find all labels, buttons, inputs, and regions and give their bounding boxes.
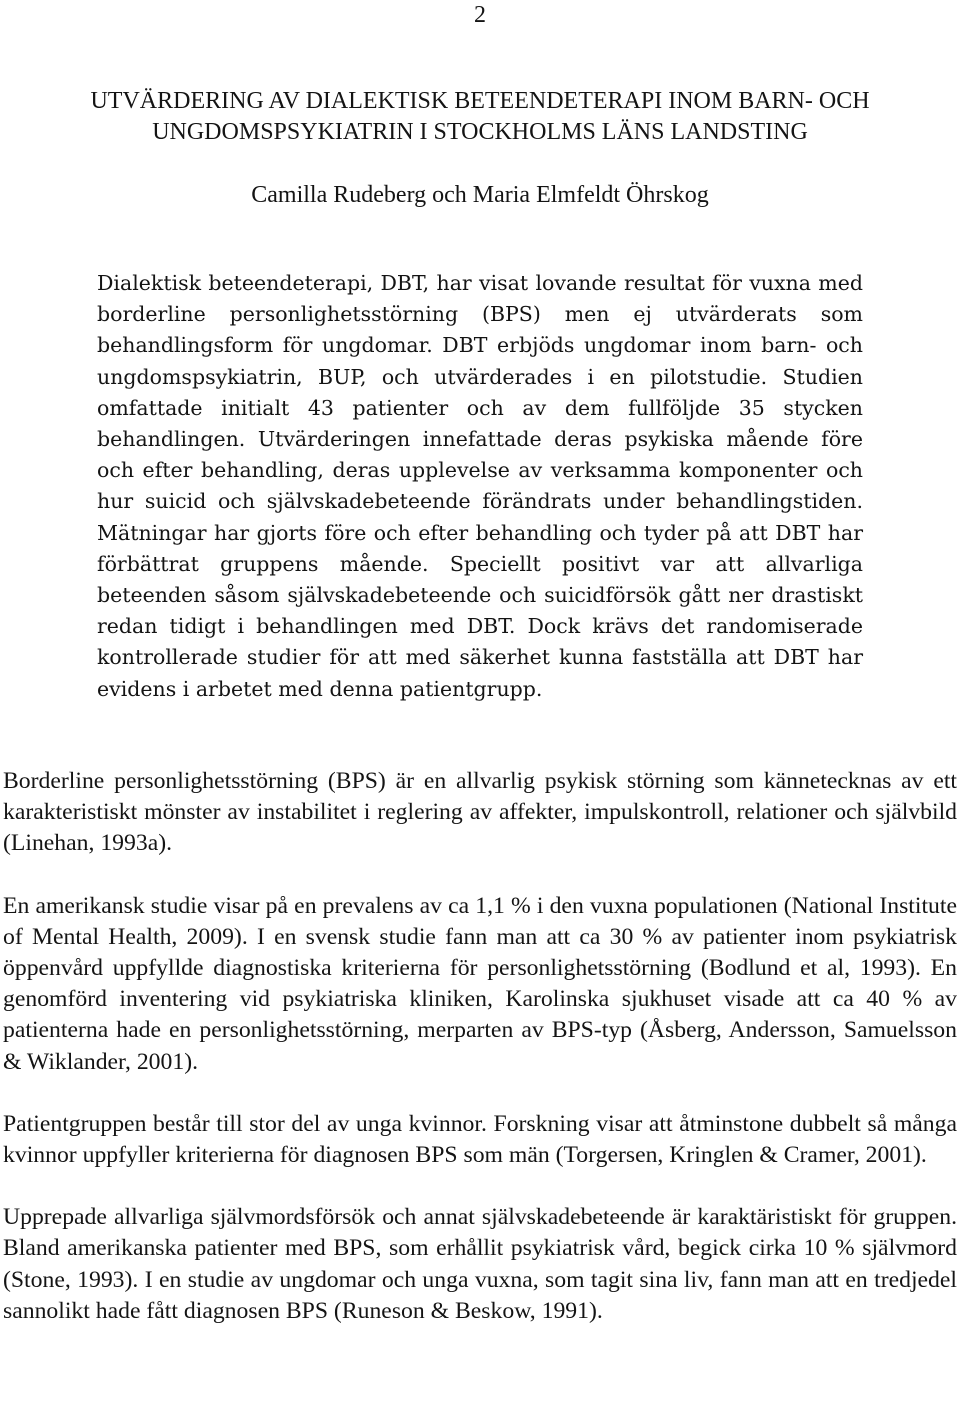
body-text	[3, 766, 957, 1358]
paragraph: Patientgruppen består till stor del av unga kvinnor. Forskning visar att åtminstone dubbelt så många kvinnor uppfyller kriterierna för diagnosen BPS som män (Torgersen, Kringlen & Cramer, 2001).	[3, 1110, 957, 1169]
page-number: 2	[474, 2, 486, 28]
paragraph: Borderline personlighetsstörning (BPS) är en allvarlig psykisk störning som kännetecknas av ett karakteristiskt mönster av instabilitet i reglering av affekter, impulskontroll, relationer och självbild (Linehan, 1993a).	[3, 768, 957, 857]
paragraph: En amerikansk studie visar på en prevalens av ca 1,1 % i den vuxna populationen (National Institute of Mental Health, 2009). I en svensk studie fann man att ca 30 % av patienter inom psykiatrisk öppenvård uppfyllde diagnostiska kriterierna för personlighetsstörning (Bodlund et al, 1993). En genomförd inventering vid psykiatriska kliniken, Karolinska sjukhuset visade att ca 40 % av patienterna hade en personlighetsstörning, merparten av BPS-typ (Åsberg, Andersson, Samuelsson & Wiklander, 2001).	[3, 892, 957, 1075]
document-title-line-2: UNGDOMSPSYKIATRIN I STOCKHOLMS LÄNS LANDSTING	[152, 119, 808, 145]
document-title	[0, 86, 960, 148]
authors: Camilla Rudeberg och Maria Elmfeldt Öhrskog	[251, 182, 709, 208]
document-title-line-1: UTVÄRDERING AV DIALEKTISK BETEENDETERAPI INOM BARN- OCH	[90, 88, 870, 114]
abstract: Dialektisk beteendeterapi, DBT, har visat lovande resultat för vuxna med borderline personlighetsstörning (BPS) men ej utvärderats som behandlingsform för ungdomar. DBT erbjöds ungdomar inom barn- och ungdomspsykiatrin, BUP, och utvärderades i en pilotstudie. Studien omfattade initialt 43 patienter och av dem fullföljde 35 stycken behandlingen. Utvärderingen innefattade deras psykiska mående före och efter behandling, deras upplevelse av verksamma komponenter och hur suicid och självskadebeteende förändrats under behandlingstiden. Mätningar har gjorts före och efter behandling och tyder på att DBT har förbättrat gruppens mående. Speciellt positivt var att allvarliga beteenden såsom självskadebeteende och suicidförsök gått ner drastiskt redan tidigt i behandlingen med DBT. Dock krävs det randomiserade kontrollerade studier för att med säkerhet kunna fastställa att DBT har evidens i arbetet med denna patientgrupp.	[97, 271, 863, 701]
paragraph: Upprepade allvarliga självmordsförsök och annat självskadebeteende är karaktäristiskt för gruppen. Bland amerikanska patienter med BPS, som erhållit psykiatrisk vård, begick cirka 10 % självmord (Stone, 1993). I en studie av ungdomar och unga vuxna, som tagit sina liv, fann man att en tredjedel sannolikt hade fått diagnosen BPS (Runeson & Beskow, 1991).	[3, 1204, 957, 1324]
